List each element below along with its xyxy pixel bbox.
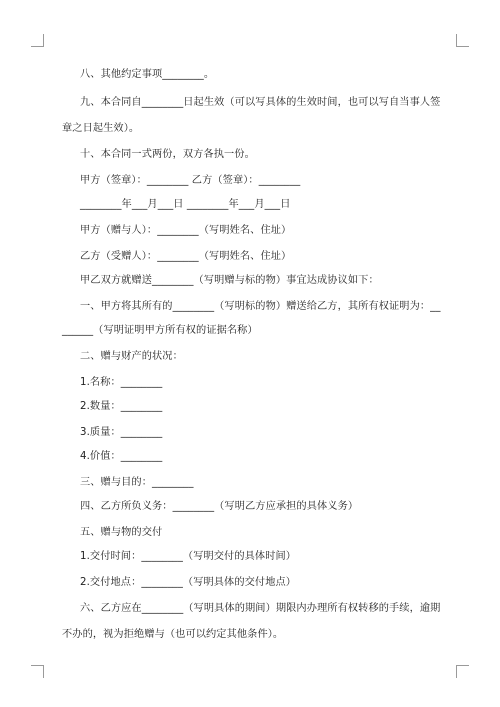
- clause-6-transfer: 六、乙方应在________（写明具体的期间）期限内办理所有权转移的手续，逾期: [80, 603, 441, 614]
- signature-date-line: ________年___月___日 ________年___月___日: [80, 199, 291, 210]
- clause-6-continuation: 不办的，视为拒绝赠与（也可以约定其他条件）。: [62, 629, 284, 640]
- crop-mark-top-left: [31, 34, 44, 47]
- clause-3-purpose: 三、赠与目的：________: [80, 477, 194, 488]
- clause-2-property-status: 二、赠与财产的状况：: [80, 351, 183, 362]
- clause-8-other-terms: 八、其他约定事项________。: [80, 69, 215, 80]
- clause-4-obligations: 四、乙方所负义务：________（写明乙方应承担的具体义务）: [80, 501, 359, 512]
- signature-line: 甲方（签章）：________ 乙方（签章）：________: [80, 175, 301, 186]
- property-quantity: 2.数量：________: [80, 401, 163, 412]
- crop-mark-bottom-right: [456, 665, 469, 678]
- property-quality: 3.质量：________: [80, 427, 163, 438]
- clause-5-delivery: 五、赠与物的交付: [80, 527, 163, 538]
- clause-10-copies: 十、本合同一式两份，双方各执一份。: [80, 149, 255, 160]
- delivery-place: 2.交付地点：________（写明具体的交付地点）: [80, 577, 297, 588]
- clause-9-effective-date: 九、本合同自________日起生效（可以写具体的生效时间，也可以写自当事人签: [80, 97, 441, 108]
- clause-9-continuation: 章之日起生效）。: [62, 123, 140, 134]
- delivery-time: 1.交付时间：________（写明交付的具体时间）: [80, 551, 297, 562]
- party-b-donee: 乙方（受赠人）：________（写明姓名、住址）: [80, 251, 292, 262]
- party-a-donor: 甲方（赠与人）：________（写明姓名、住址）: [80, 225, 292, 236]
- clause-1-continuation: ______（写明证明甲方所有权的证据名称）: [62, 325, 258, 336]
- clause-1-gift: 一、甲方将其所有的________（写明标的物）赠送给乙方，其所有权证明为：__: [80, 301, 441, 312]
- agreement-intro: 甲乙双方就赠送________（写明赠与标的物）事宜达成协议如下：: [80, 275, 379, 286]
- property-name: 1.名称：________: [80, 377, 163, 388]
- crop-mark-top-right: [456, 34, 469, 47]
- property-value: 4.价值：________: [80, 451, 163, 462]
- crop-mark-bottom-left: [31, 665, 44, 678]
